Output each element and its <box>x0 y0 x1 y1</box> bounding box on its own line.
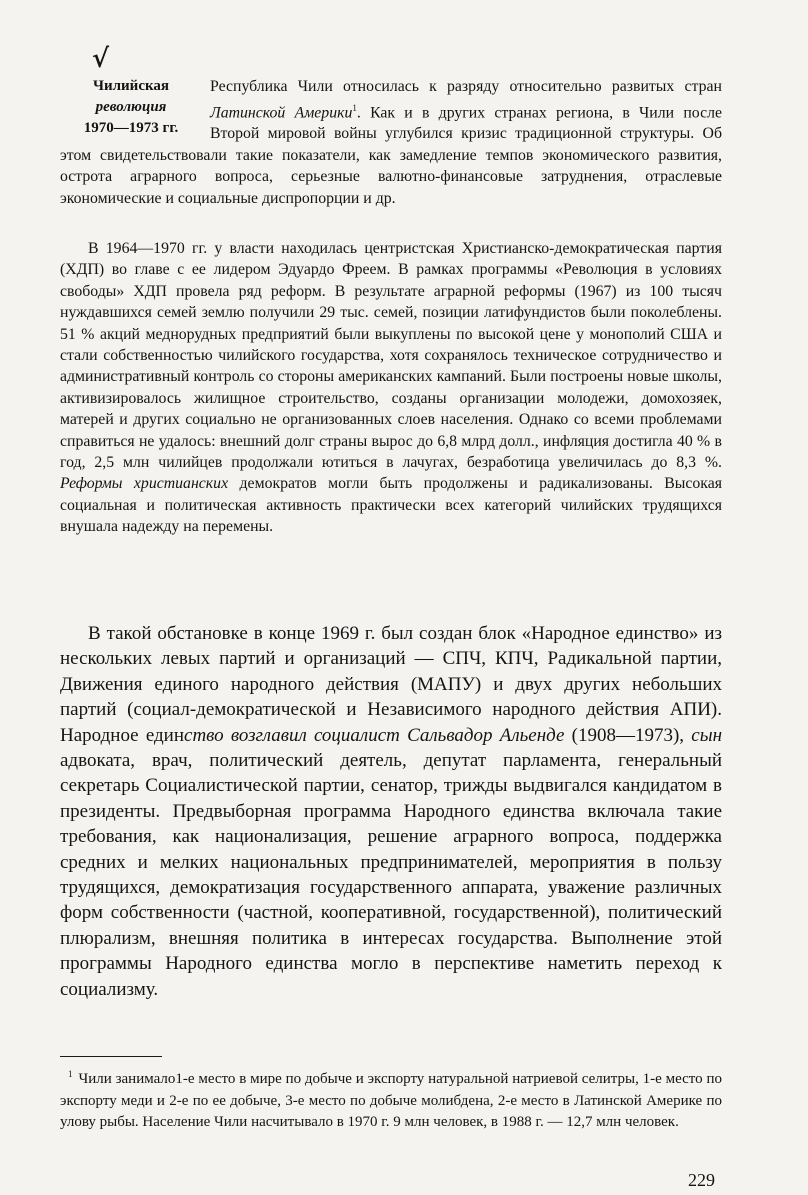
footnote <box>60 1064 722 1134</box>
paragraph-intro <box>60 76 722 209</box>
side-heading-line1: Чилийская <box>92 78 170 94</box>
footnote-divider <box>60 1056 162 1057</box>
footnote-marker: 1 <box>68 1069 73 1079</box>
heading-gap <box>60 76 210 140</box>
side-heading-line2: революция <box>95 99 167 115</box>
paragraph-popular-unity <box>60 621 722 1002</box>
paragraph-intro-text-c: . Как и в других странах региона, в Чили после Второй мировой войны углубился кризис традиционной структуры. Об этом свидетельствовали такие показатели, как замедление темпов экономического развития, острота аграрного вопроса, серьезные валютно-финансовые затруднения, отраслевые экономические и социальные диспропорции и др. <box>60 103 722 207</box>
paragraph-popular-unity-italic-d: сын <box>691 724 723 746</box>
footnote-text: Чили занимало1-е место в мире по добыче и экспорту натуральной натриевой селитры, 1-е место по экспорту меди и 2-е по ее добыче, 3-е место по добыче молибдена, 2-е место в Латинской Америке по улову рыбы. Население Чили насчитывало в 1970 г. 9 млн человек, в 1988 г. — 12,7 млн человек. <box>60 1071 722 1130</box>
paragraph-popular-unity-text-e: адвоката, врач, политический деятель, депутат парламента, генеральный секретарь Социалистической партии, сенатор, трижды выдвигался кандидатом в президенты. Предвыборная программа Народного единства включала такие требования, как национализация, решение аграрного вопроса, поддержка средних и мелких национальных предпринимателей, мероприятия в пользу трудящихся, демократизация государственного аппарата, уважение различных форм собственности (частной, кооперативной, государственной), политический плюрализм, внешняя политика в интересах государства. Выполнение этой программы Народного единства могло в перспективе наметить переход к социализму. <box>60 750 722 1000</box>
handwritten-check-mark: √ <box>92 44 110 74</box>
footnote-reference[interactable]: 1 <box>352 102 357 113</box>
page-number: 229 <box>688 1170 715 1190</box>
paragraph-intro-italic: Латинской Америки <box>210 103 353 121</box>
paragraph-reforms-text-end: демократов могли быть продолжены и радикализованы. Высокая социальная и политическая активность практически всех категорий чилийских трудящихся внушала надежду на перемены. <box>60 475 722 536</box>
paragraph-popular-unity-italic-a: ство возглавил социалист Сальвадор Альенде <box>184 724 565 746</box>
paragraph-reforms-text: В 1964—1970 гг. у власти находилась центристская Христианско-демократическая партия (ХДП) во главе с ее лидером Эдуардо Фреем. В рамках программы «Революция в условиях свободы» ХДП провела ряд реформ. В результате аграрной реформы (1967) из 100 тысяч нуждавшихся семей землю получили 29 тыс. семей, позиции латифундистов были поколеблены. 51 % акций меднорудных предприятий были выкуплены по высокой цене у монополий США и стали собственностью чилийского государства, хотя сохранялось техническое сотрудничество и административный контроль со стороны американских кампаний. Были построены новые школы, активизировалось жилищное строительство, созданы организации молодежи, домохозяек, матерей и других социально не организованных слоев населения. Однако со всеми проблемами справиться не удалось: внешний долг страны вырос до 6,8 млрд долл., инфляция достигла 40 % в год, 2,5 млн чилийцев продолжали ютиться в лачугах, безработица увеличилась до 8,3 %. <box>60 240 722 472</box>
paragraph-popular-unity-text-a: В такой обстановке в конце 1969 г. был создан блок «Народное единство» из нескольких левых партий и организаций — СПЧ, КПЧ, Радикальной партии, Движения единого народного действия (МАПУ) и двух других небольших партий (социал-демократической и Независимого народного действия АПИ). Народное един <box>60 623 722 746</box>
paragraph-reforms <box>60 238 722 538</box>
paragraph-intro-text-a: Республика Чили относилась к разряду относительно развитых стран <box>210 78 722 95</box>
paragraph-reforms-italic: Реформы христианских <box>60 475 229 493</box>
paragraph-popular-unity-text-c: (1908—1973), <box>564 724 692 746</box>
side-heading-line3: 1970—1973 гг. <box>83 120 179 136</box>
